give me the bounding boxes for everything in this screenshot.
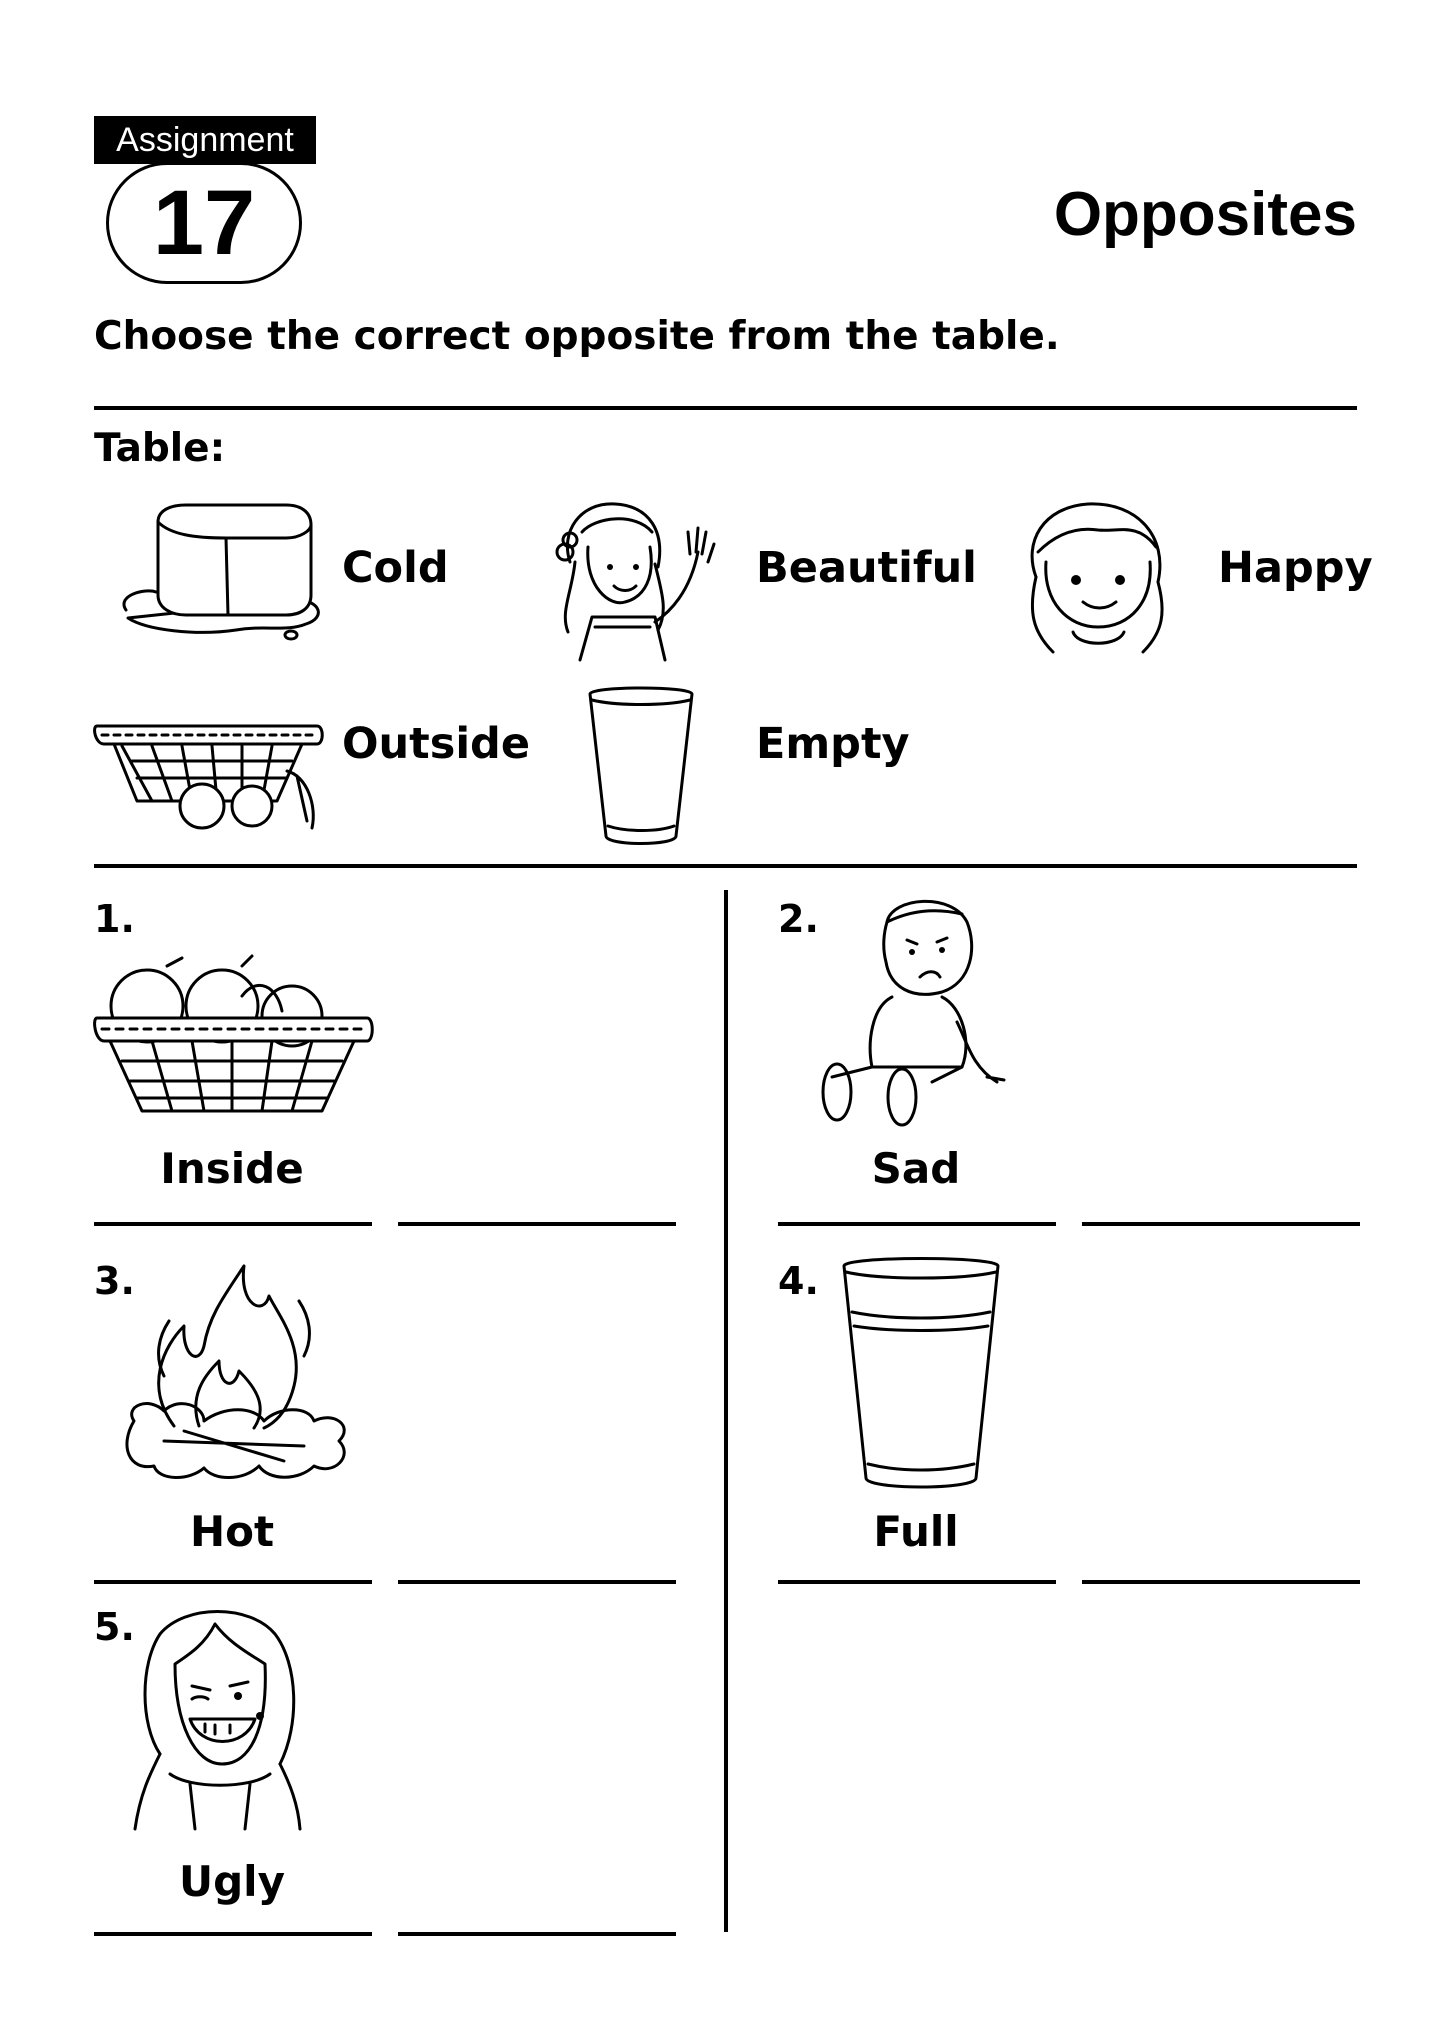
assignment-number: 17 [106, 162, 302, 284]
question-word: Hot [189, 1507, 275, 1556]
answer-line [398, 1932, 676, 1936]
smiling-child-icon [1018, 492, 1178, 660]
table-word-empty: Empty [756, 719, 910, 769]
question-word: Inside [160, 1144, 304, 1193]
ice-cube-icon [116, 500, 336, 650]
question-word: Full [873, 1507, 959, 1556]
table-word-outside: Outside [342, 719, 530, 769]
answer-line [94, 1932, 372, 1936]
answer-line [1082, 1222, 1360, 1226]
page-title: Opposites [1053, 180, 1357, 249]
empty-glass-icon [586, 686, 696, 848]
answer-line [1082, 1580, 1360, 1584]
instruction-text: Choose the correct opposite from the table. [94, 314, 1060, 359]
question-number: 2. [778, 897, 819, 941]
question-number: 1. [94, 897, 135, 941]
question-number: 3. [94, 1259, 135, 1303]
answer-line [778, 1222, 1056, 1226]
table-word-happy: Happy [1218, 543, 1373, 593]
table-label: Table: [94, 426, 226, 471]
sad-boy-icon [812, 892, 1012, 1124]
question-word: Ugly [179, 1857, 285, 1906]
assignment-label: Assignment [94, 116, 316, 164]
ugly-woman-icon [130, 1604, 306, 1834]
table-word-cold: Cold [342, 543, 449, 593]
question-number: 5. [94, 1605, 135, 1649]
basket-fruit-outside-icon [92, 716, 332, 831]
full-glass-icon [840, 1256, 1002, 1492]
table-word-beautiful: Beautiful [756, 543, 977, 593]
answer-line [398, 1222, 676, 1226]
fruit-basket-icon [92, 956, 372, 1116]
top-divider [94, 406, 1357, 410]
table-bottom-divider [94, 864, 1357, 868]
answer-line [398, 1580, 676, 1584]
answer-line [778, 1580, 1056, 1584]
answer-line [94, 1222, 372, 1226]
answer-line [94, 1580, 372, 1584]
question-word: Sad [871, 1144, 961, 1193]
waving-girl-icon [540, 492, 720, 660]
campfire-icon [104, 1256, 368, 1488]
question-number: 4. [778, 1259, 819, 1303]
column-divider [724, 890, 728, 1932]
